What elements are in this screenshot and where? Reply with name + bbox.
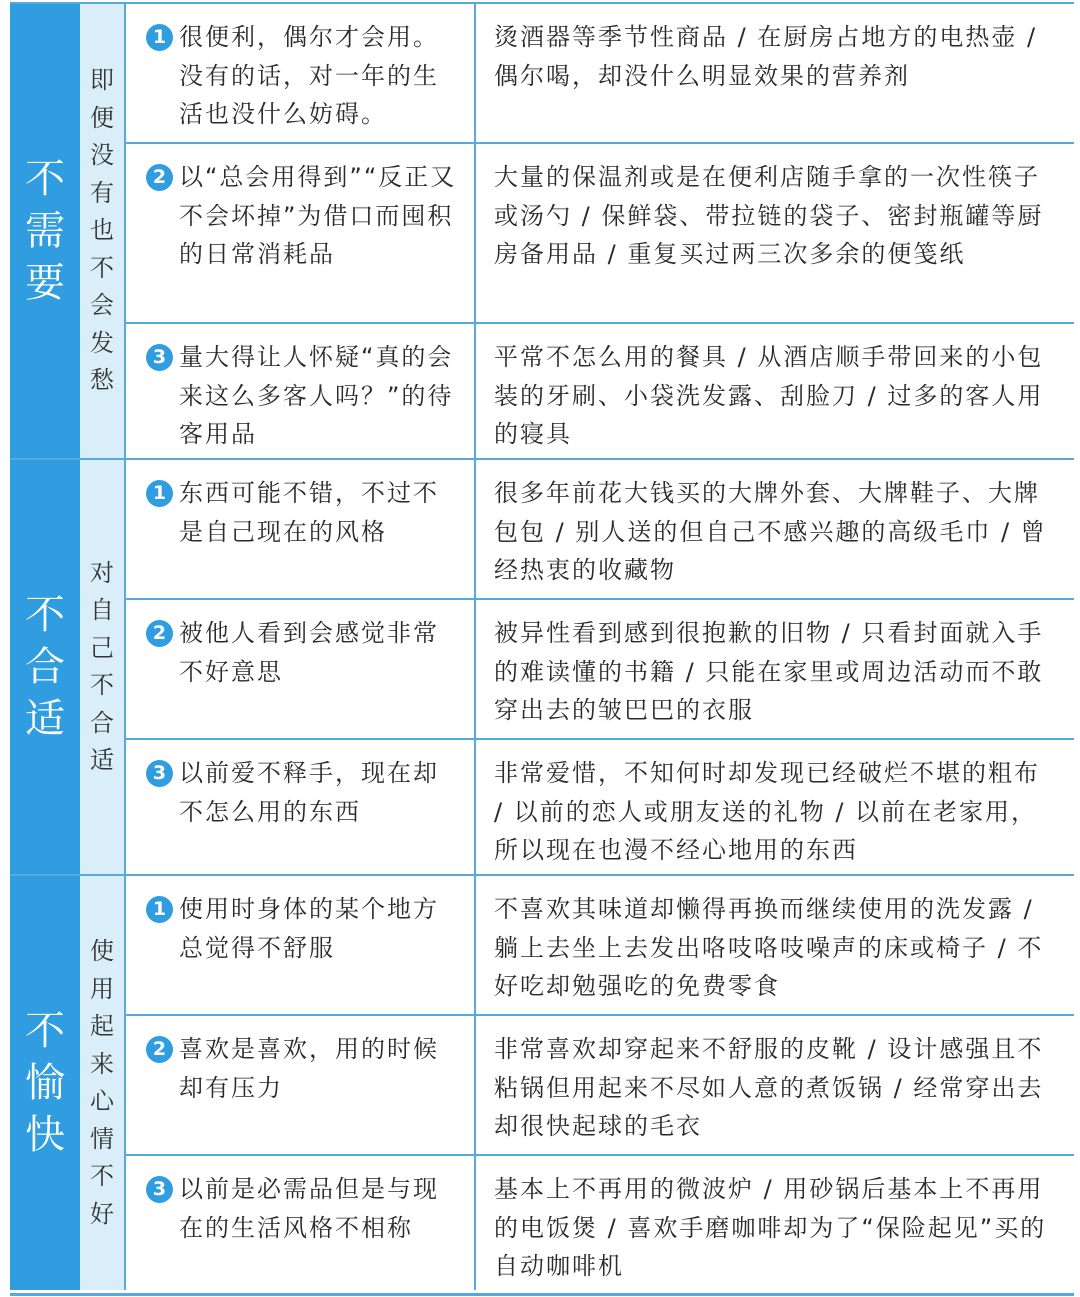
examples-cell: 非常爱惜，不知何时却发现已经破烂不堪的粗布 / 以前的恋人或朋友送的礼物 / 以前在老家用，所以现在也漫不经心地用的东西	[494, 759, 1040, 864]
condition-text: 东西可能不错，不过不是自己现在的风格	[179, 479, 439, 546]
section-rows	[126, 876, 1074, 1290]
condition-cell	[126, 324, 476, 458]
section-rows	[126, 4, 1074, 458]
number-badge: 2	[146, 1036, 173, 1063]
examples-cell: 很多年前花大钱买的大牌外套、大牌鞋子、大牌包包 / 别人送的但自己不感兴趣的高级毛巾 / 曾经热衷的收藏物	[494, 479, 1047, 584]
section-not-suitable	[10, 458, 1074, 874]
section-subtitle	[80, 876, 126, 1290]
number-badge: 1	[146, 480, 173, 507]
section-label	[10, 460, 80, 874]
number-badge: 3	[146, 1176, 173, 1203]
condition-text: 以前是必需品但是与现在的生活风格不相称	[179, 1175, 439, 1242]
table-row	[126, 738, 1074, 874]
condition-cell	[126, 144, 476, 322]
condition-text: 被他人看到会感觉非常不好意思	[179, 619, 439, 686]
condition-text: 使用时身体的某个地方总觉得不舒服	[179, 895, 439, 962]
table-row	[126, 322, 1074, 458]
table-row	[126, 1154, 1074, 1290]
condition-cell	[126, 4, 476, 142]
section-unpleasant	[10, 874, 1074, 1290]
section-subtitle	[80, 460, 126, 874]
number-badge: 1	[146, 896, 173, 923]
condition-cell	[126, 460, 476, 598]
section-subtitle-text: 即便没有也不会发愁	[90, 66, 114, 395]
examples-cell: 非常喜欢却穿起来不舒服的皮靴 / 设计感强且不粘锅但用起来不尽如人意的煮饭锅 / 经常穿出去却很快起球的毛衣	[494, 1035, 1044, 1140]
section-label-text: 不需要	[25, 156, 65, 306]
examples-cell: 不喜欢其味道却懒得再换而继续使用的洗发露 / 躺上去坐上去发出咯吱咯吱噪声的床或椅子 / 不好吃却勉强吃的免费零食	[494, 895, 1044, 1000]
section-label	[10, 876, 80, 1290]
section-label-text: 不合适	[25, 592, 65, 742]
table-row	[126, 142, 1074, 322]
condition-text: 喜欢是喜欢，用的时候却有压力	[179, 1035, 439, 1102]
number-badge: 3	[146, 760, 173, 787]
declutter-table	[10, 2, 1074, 1296]
examples-cell: 大量的保温剂或是在便利店随手拿的一次性筷子或汤勺 / 保鲜袋、带拉链的袋子、密封瓶罐等厨房备用品 / 重复买过两三次多余的便笺纸	[494, 163, 1044, 268]
examples-cell: 烫酒器等季节性商品 / 在厨房占地方的电热壶 / 偶尔喝，却没什么明显效果的营养剂	[494, 23, 1038, 90]
number-badge: 1	[146, 24, 173, 51]
condition-text: 很便利，偶尔才会用。没有的话，对一年的生活也没什么妨碍。	[179, 23, 439, 128]
examples-cell: 被异性看到感到很抱歉的旧物 / 只看封面就入手的难读懂的书籍 / 只能在家里或周边活动而不敢穿出去的皱巴巴的衣服	[494, 619, 1044, 724]
number-badge: 3	[146, 344, 173, 371]
condition-cell	[126, 600, 476, 738]
condition-cell	[126, 1016, 476, 1154]
table-row	[126, 598, 1074, 738]
table-row	[126, 876, 1074, 1014]
table-row	[126, 4, 1074, 142]
condition-cell	[126, 876, 476, 1014]
table-row	[126, 1014, 1074, 1154]
section-label	[10, 4, 80, 458]
condition-text: 以前爱不释手，现在却不怎么用的东西	[179, 759, 439, 826]
condition-cell	[126, 1156, 476, 1290]
section-label-text: 不愉快	[25, 1008, 65, 1158]
section-not-needed	[10, 4, 1074, 458]
condition-text: 量大得让人怀疑“真的会来这么多客人吗？”的待客用品	[179, 343, 454, 448]
number-badge: 2	[146, 620, 173, 647]
section-subtitle	[80, 4, 126, 458]
examples-cell: 平常不怎么用的餐具 / 从酒店顺手带回来的小包装的牙刷、小袋洗发露、刮脸刀 / 过多的客人用的寝具	[494, 343, 1044, 448]
number-badge: 2	[146, 164, 173, 191]
condition-text: 以“总会用得到”“反正又不会坏掉”为借口而囤积的日常消耗品	[179, 163, 457, 268]
condition-cell	[126, 740, 476, 874]
section-subtitle-text: 使用起来心情不好	[90, 937, 114, 1228]
table-row	[126, 460, 1074, 598]
section-subtitle-text: 对自己不合适	[90, 558, 114, 774]
examples-cell: 基本上不再用的微波炉 / 用砂锅后基本上不再用的电饭煲 / 喜欢手磨咖啡却为了“保险起见”买的自动咖啡机	[494, 1175, 1047, 1280]
section-rows	[126, 460, 1074, 874]
